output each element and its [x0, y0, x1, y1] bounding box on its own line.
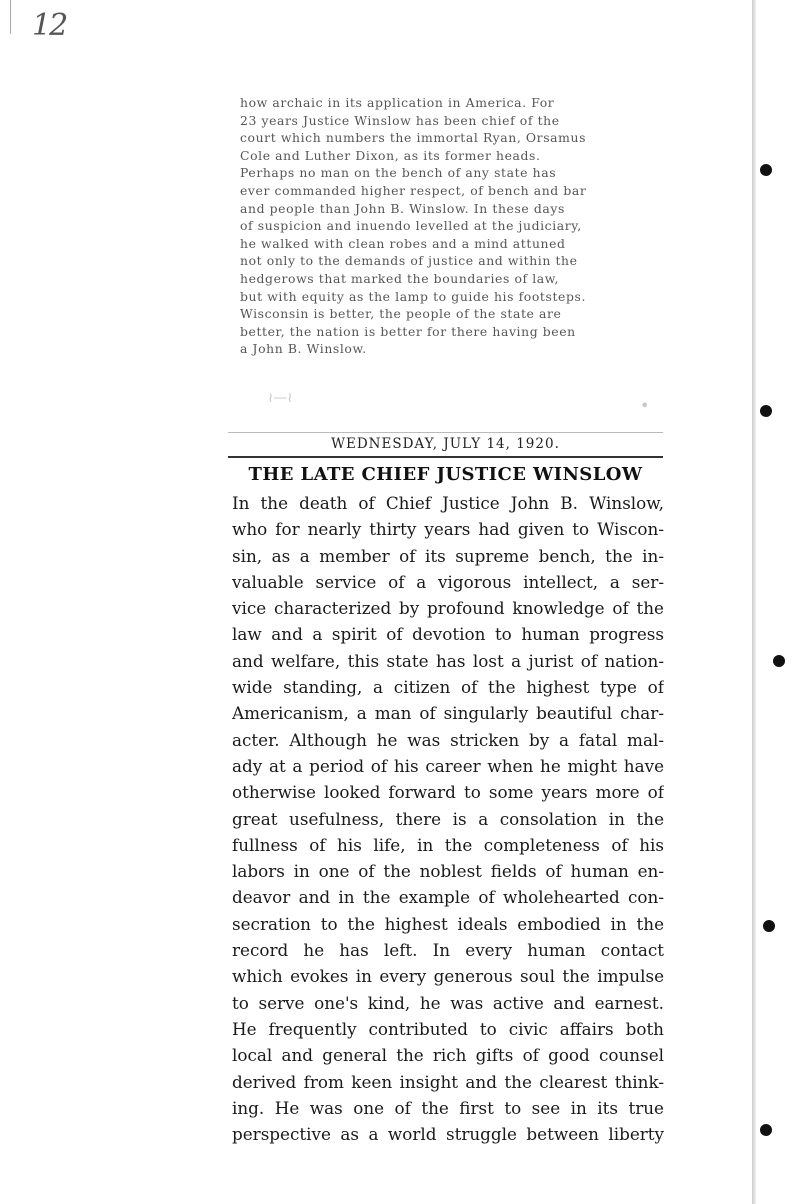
binder-hole-4 [763, 920, 775, 932]
article-line: valuable service of a vigorous intellect, a ser- [232, 571, 664, 592]
clipping-line: of suspicion and inuendo levelled at the judiciary, [240, 218, 582, 234]
article-line: local and general the rich gifts of good counsel [232, 1045, 664, 1066]
article-line: who for nearly thirty years had given to Wiscon- [232, 519, 664, 540]
article-line: wide standing, a citizen of the highest type of [232, 677, 664, 698]
article-line: great usefulness, there is a consolation in the [232, 808, 664, 829]
clipping-line: he walked with clean robes and a mind attuned [240, 235, 566, 251]
page-right-edge [752, 0, 756, 1204]
article-line: and welfare, this state has lost a jurist of nation- [232, 650, 664, 671]
article-line: otherwise looked forward to some years more of [232, 782, 664, 803]
article-line: fullness of his life, in the completeness of his [232, 834, 664, 855]
article-line: He frequently contributed to civic affairs both [232, 1018, 664, 1039]
clipping-line: Wisconsin is better, the people of the state are [240, 306, 562, 322]
clipping-line: Perhaps no man on the bench of any state has [240, 165, 557, 181]
binder-hole-2 [760, 405, 772, 417]
article-line: derived from keen insight and the clearest think- [232, 1071, 664, 1092]
dateline-bottom-rule [228, 456, 663, 458]
article-line: to serve one's kind, he was active and earnest. [232, 992, 664, 1013]
clipping-line: but with equity as the lamp to guide his footsteps. [240, 288, 586, 304]
article-line: In the death of Chief Justice John B. Winslow, [232, 493, 664, 513]
article-line: deavor and in the example of wholehearted con- [232, 887, 664, 908]
article-line: perspective as a world struggle between liberty [232, 1124, 664, 1145]
clipping-line: court which numbers the immortal Ryan, Orsamus [240, 130, 587, 146]
clipping-line: and people than John B. Winslow. In these days [240, 200, 565, 216]
article-line: sin, as a member of its supreme bench, the in- [232, 545, 664, 566]
clipping-line: a John B. Winslow. [240, 341, 367, 357]
faint-mark-right: • [640, 396, 650, 415]
binder-hole-3 [773, 655, 785, 667]
article-line: law and a spirit of devotion to human progress [232, 624, 664, 645]
clipping-line: Cole and Luther Dixon, as its former heads. [240, 147, 541, 163]
article-line: secration to the highest ideals embodied in the [232, 913, 664, 934]
clipping-line: how archaic in its application in America. For [240, 95, 555, 110]
article-line: which evokes in every generous soul the impulse [232, 966, 664, 987]
binder-hole-1 [760, 164, 772, 176]
dateline-top-rule [228, 432, 663, 433]
article-line: record he has left. In every human contact [232, 940, 664, 961]
article-line: labors in one of the noblest fields of human en- [232, 861, 664, 882]
article-body [232, 490, 664, 1147]
clipping-line: 23 years Justice Winslow has been chief of the [240, 112, 560, 128]
binder-hole-5 [760, 1124, 772, 1136]
article-line: acter. Although he was stricken by a fatal mal- [232, 729, 664, 750]
page-number: 12 [32, 8, 67, 43]
clipping-line: not only to the demands of justice and within the [240, 253, 578, 269]
clipping-line: better, the nation is better for there having been [240, 323, 576, 339]
clipping-line: hedgerows that marked the boundaries of law, [240, 270, 560, 286]
article-line: Americanism, a man of singularly beautiful char- [232, 703, 664, 724]
article-line: ady at a period of his career when he might have [232, 755, 664, 776]
page-left-rule [10, 0, 11, 34]
article-headline: THE LATE CHIEF JUSTICE WINSLOW [248, 464, 643, 485]
article-line: ing. He was one of the first to see in its true [232, 1097, 664, 1118]
faint-mark-left: ≀—≀ [268, 390, 293, 406]
article-line: vice characterized by profound knowledge of the [232, 598, 664, 619]
top-clipping [240, 94, 626, 358]
clipping-line: ever commanded higher respect, of bench and bar [240, 182, 587, 198]
dateline: WEDNESDAY, JULY 14, 1920. [331, 436, 560, 452]
